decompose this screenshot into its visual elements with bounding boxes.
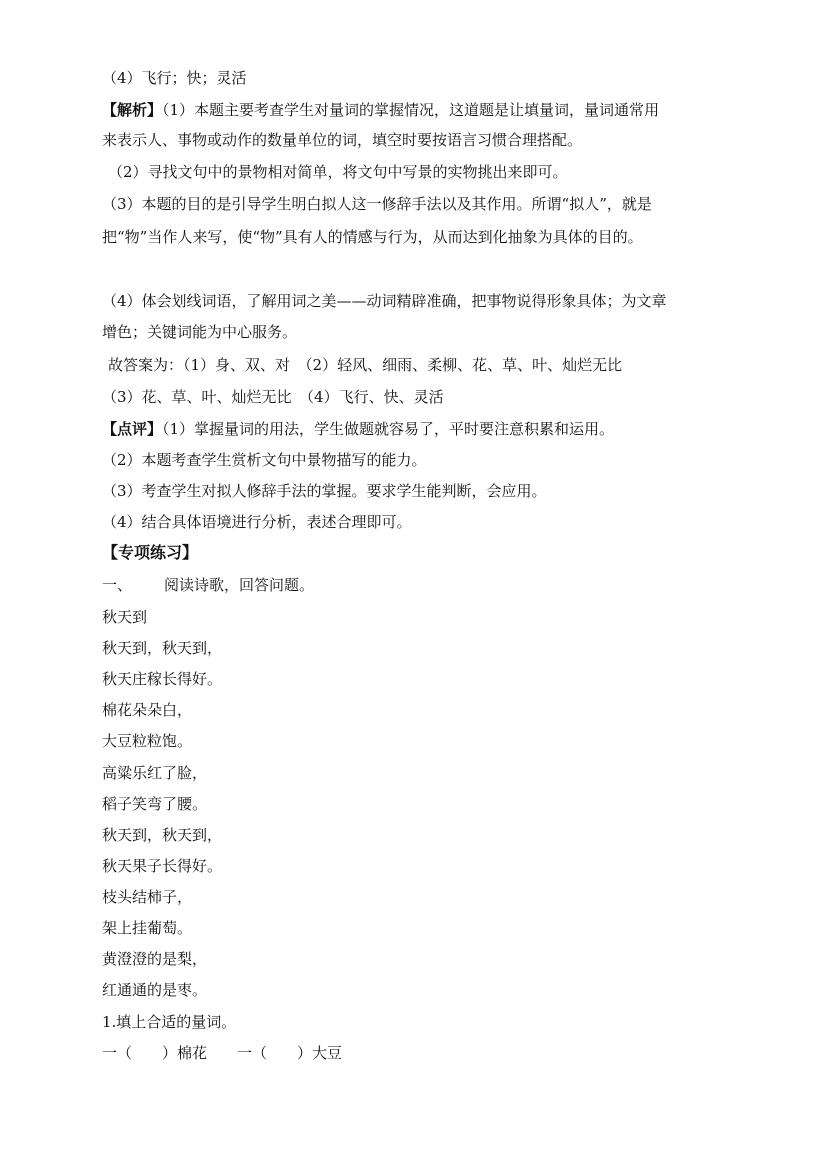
- poem-line: 秋天果子长得好。: [102, 857, 223, 875]
- comment-tag: 【点评】: [102, 420, 163, 438]
- final-answer-line-1: 故答案为：（1）身、双、对 （2）轻风、细雨、柔柳、花、草、叶、灿烂无比: [108, 356, 623, 374]
- comment-line-1: [102, 419, 767, 439]
- poem-line: 大豆粒粒饱。: [102, 732, 193, 750]
- analysis-line-3: （2）寻找文句中的景物相对简单，将文句中写景的实物挑出来即可。: [108, 163, 568, 181]
- poem-title: 秋天到: [102, 608, 148, 626]
- poem-line: 架上挂葡萄。: [102, 919, 193, 937]
- comment-line-4: （4）结合具体语境进行分析，表述合理即可。: [102, 513, 412, 531]
- analysis-text-1a: （1）本题主要考查学生对量词的掌握情况，这道题是让填量词，量词通常用: [162, 101, 660, 119]
- analysis-line-7: 增色；关键词能为中心服务。: [102, 323, 298, 341]
- poem-line: 红通通的是枣。: [102, 981, 208, 999]
- comment-text-1: （1）掌握量词的用法，学生做题就容易了，平时要注意积累和运用。: [162, 420, 615, 438]
- answer-line-4: （4）飞行；快；灵活: [102, 69, 247, 87]
- comment-line-2: （2）本题考查学生赏析文句中景物描写的能力。: [102, 451, 427, 469]
- poem-line: 枝头结柿子，: [102, 888, 193, 906]
- question-1-number: 一、: [102, 576, 133, 594]
- analysis-line-5: 把“物”当作人来写，使“物”具有人的情感与行为，从而达到化抽象为具体的目的。: [102, 228, 643, 246]
- comment-line-3: （3）考查学生对拟人修辞手法的掌握。要求学生能判断，会应用。: [102, 482, 547, 500]
- analysis-line-2: 来表示人、事物或动作的数量单位的词，填空时要按语言习惯合理搭配。: [102, 131, 583, 149]
- subquestion-1: 1.填上合适的量词。: [102, 1013, 237, 1031]
- poem-line: 秋天到，秋天到，: [102, 639, 223, 657]
- poem-line: 棉花朵朵白，: [102, 701, 193, 719]
- practice-heading: 【专项练习】: [102, 543, 199, 562]
- fill-blank-cotton: 一（ ）棉花: [102, 1044, 208, 1062]
- question-1-text: 阅读诗歌，回答问题。: [164, 576, 315, 594]
- poem-line: 高粱乐红了脸，: [102, 764, 208, 782]
- poem-line: 秋天庄稼长得好。: [102, 670, 223, 688]
- fill-blank-soybean: 一（ ）大豆: [237, 1044, 343, 1062]
- question-1-line: [102, 575, 767, 595]
- analysis-tag: 【解析】: [102, 101, 163, 119]
- final-answer-line-2: （3）花、草、叶、灿烂无比 （4）飞行、快、灵活: [102, 388, 444, 406]
- poem-line: 秋天到，秋天到，: [102, 826, 223, 844]
- analysis-line-4: （3）本题的目的是引导学生明白拟人这一修辞手法以及其作用。所谓“拟人”，就是: [102, 195, 652, 213]
- poem-line: 黄澄澄的是梨，: [102, 950, 208, 968]
- analysis-line-6: （4）体会划线词语，了解用词之美——动词精辟准确，把事物说得形象具体；为文章: [102, 292, 667, 310]
- analysis-line-1: [102, 100, 767, 120]
- fill-blank-line: [102, 1043, 767, 1063]
- poem-line: 稻子笑弯了腰。: [102, 795, 208, 813]
